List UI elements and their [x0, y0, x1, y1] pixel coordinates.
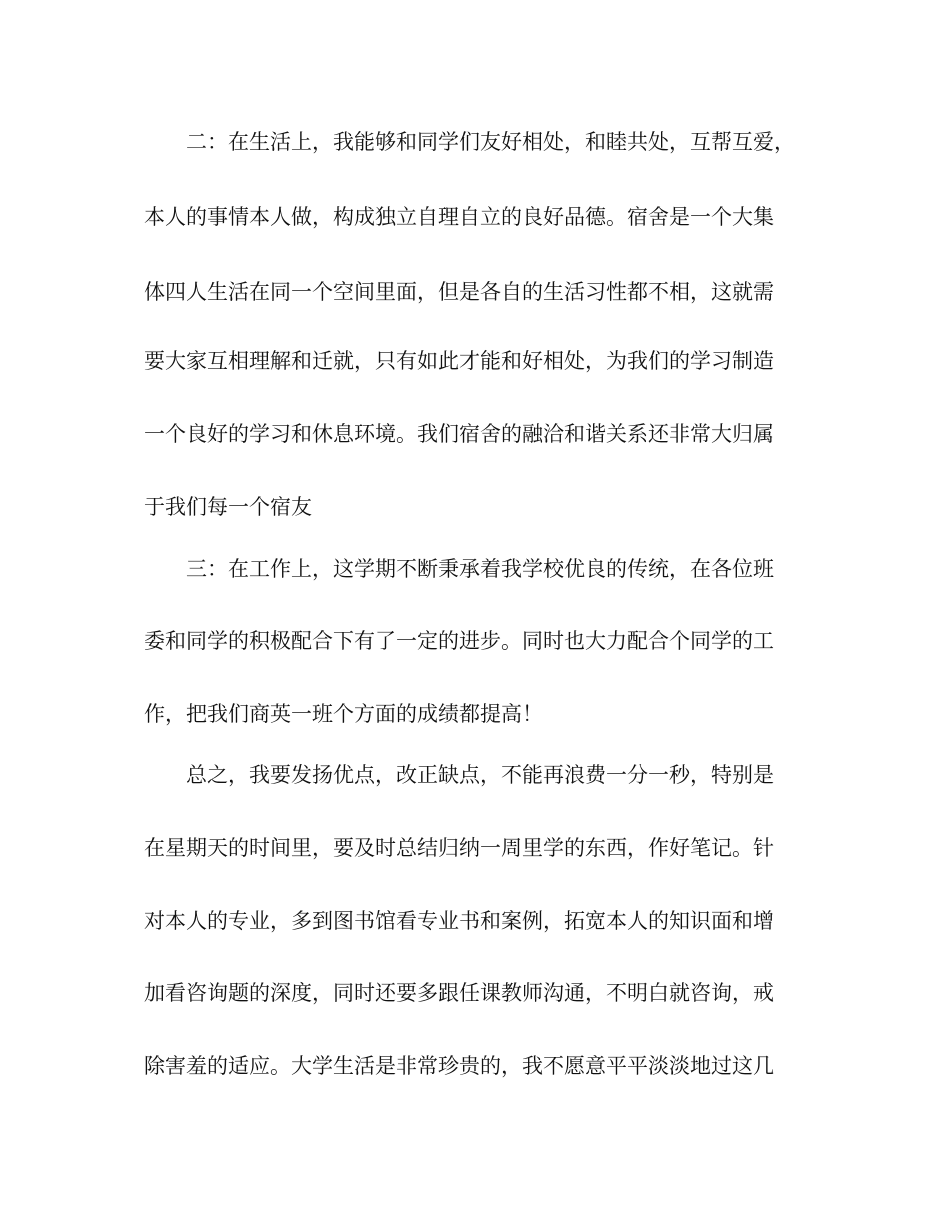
paragraph-line: 二：在生活上，我能够和同学们友好相处，和睦共处，互帮互爱，	[186, 130, 795, 154]
paragraph-line: 本人的事情本人做，构成独立自理自立的良好品德。宿舍是一个大集	[144, 205, 774, 229]
paragraph-line: 三：在工作上，这学期不断秉承着我学校优良的传统，在各位班	[186, 557, 774, 581]
paragraph-line: 一个良好的学习和休息环境。我们宿舍的融洽和谐关系还非常大归属	[144, 422, 774, 446]
paragraph-line: 总之，我要发扬优点，改正缺点，不能再浪费一分一秒，特别是	[186, 763, 774, 787]
paragraph-line: 要大家互相理解和迁就，只有如此才能和好相处，为我们的学习制造	[144, 349, 774, 373]
paragraph-line: 体四人生活在同一个空间里面，但是各自的生活习性都不相，这就需	[144, 280, 774, 304]
paragraph-line: 在星期天的时间里，要及时总结归纳一周里学的东西，作好笔记。针	[144, 836, 774, 860]
paragraph-line: 加看咨询题的深度，同时还要多跟任课教师沟通，不明白就咨询，戒	[144, 981, 774, 1005]
paragraph-line: 除害羞的适应。大学生活是非常珍贵的，我不愿意平平淡淡地过这几	[144, 1054, 774, 1078]
paragraph-line: 于我们每一个宿友	[144, 495, 312, 519]
paragraph-line: 对本人的专业，多到图书馆看专业书和案例，拓宽本人的知识面和增	[144, 909, 774, 933]
paragraph-line: 作，把我们商英一班个方面的成绩都提高！	[144, 702, 543, 726]
paragraph-line: 委和同学的积极配合下有了一定的进步。同时也大力配合个同学的工	[144, 629, 774, 653]
